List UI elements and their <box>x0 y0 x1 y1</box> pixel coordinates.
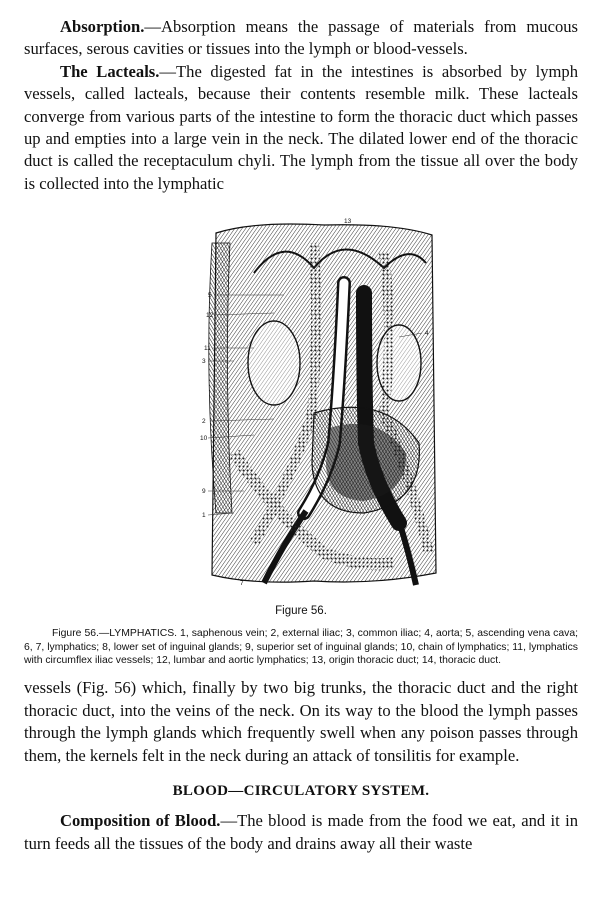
section-heading: BLOOD—CIRCULATORY SYSTEM. <box>172 783 430 800</box>
fig-label-11: 11 <box>204 345 211 353</box>
fig-label-5: 5 <box>208 292 212 300</box>
composition-paragraph <box>24 810 578 855</box>
lymphatics-engraving <box>194 213 444 593</box>
figure-caption-text: 1, saphenous vein; 2, external iliac; 3, common iliac; 4, aorta; 5, ascending vena cava; 6, 7, lymphatics; 8, lower set of inguinal glands; 9, superior set of inguinal glands; 10, chain of lymphatics; 11, lymphatics with circumflex iliac vessels; 12, lumbar and aortic lymphatics; 13, origin thoracic duct; 14, thoracic duct. <box>24 628 578 667</box>
figure-caption <box>24 627 578 667</box>
fig-label-2: 2 <box>202 418 206 426</box>
fig-label-9: 9 <box>202 488 206 496</box>
fig-label-13: 13 <box>344 218 352 226</box>
lymphatics-illustration <box>194 213 444 593</box>
figure-caption-label: Figure 56.—LYMPHATICS. <box>52 628 178 640</box>
left-kidney-shade <box>248 321 300 405</box>
composition-heading: Composition of Blood. <box>60 811 221 831</box>
fig-label-3: 3 <box>202 358 206 366</box>
fig-label-7: 7 <box>240 580 244 588</box>
fig-label-12: 12 <box>206 312 214 320</box>
absorption-text: —Absorption means the passage of materials from mucous surfaces, serous cavities or tissues into the lymph or blood-vessels. <box>24 17 578 59</box>
absorption-heading: Absorption. <box>60 17 145 36</box>
lacteals-paragraph <box>24 61 578 195</box>
lacteals-heading: The Lacteals. <box>60 61 160 81</box>
continuation-paragraph: vessels (Fig. 56) which, finally by two big trunks, the thoracic duct and the right thoracic duct, into the veins of the neck. On its way to the blood the lymph passes through the lymph glands which frequently swell when any poison passes through them, the kernels felt in the neck during an attack of tonsilitis for example. <box>24 678 578 765</box>
composition-text: —The blood is made from the food we eat, and it in turn feeds all the tissues of the body and drains away all their waste <box>24 811 578 853</box>
absorption-paragraph <box>24 16 578 61</box>
figure-title: Figure 56. <box>275 605 327 618</box>
fig-label-4: 4 <box>425 330 429 338</box>
fig-label-10: 10 <box>200 435 208 443</box>
fig-label-1: 1 <box>202 512 206 520</box>
lacteals-text: —The digested fat in the intestines is absorbed by lymph vessels, called lacteals, because their contents resemble milk. These lacteals converge from various parts of the intestine to form the thoracic duct which passes up and empties into a large vein in the neck. The dilated lower end of the thoracic duct is called the receptaculum chyli. The lymph from the tissue all over the body is collected into the lymphatic <box>24 61 578 193</box>
